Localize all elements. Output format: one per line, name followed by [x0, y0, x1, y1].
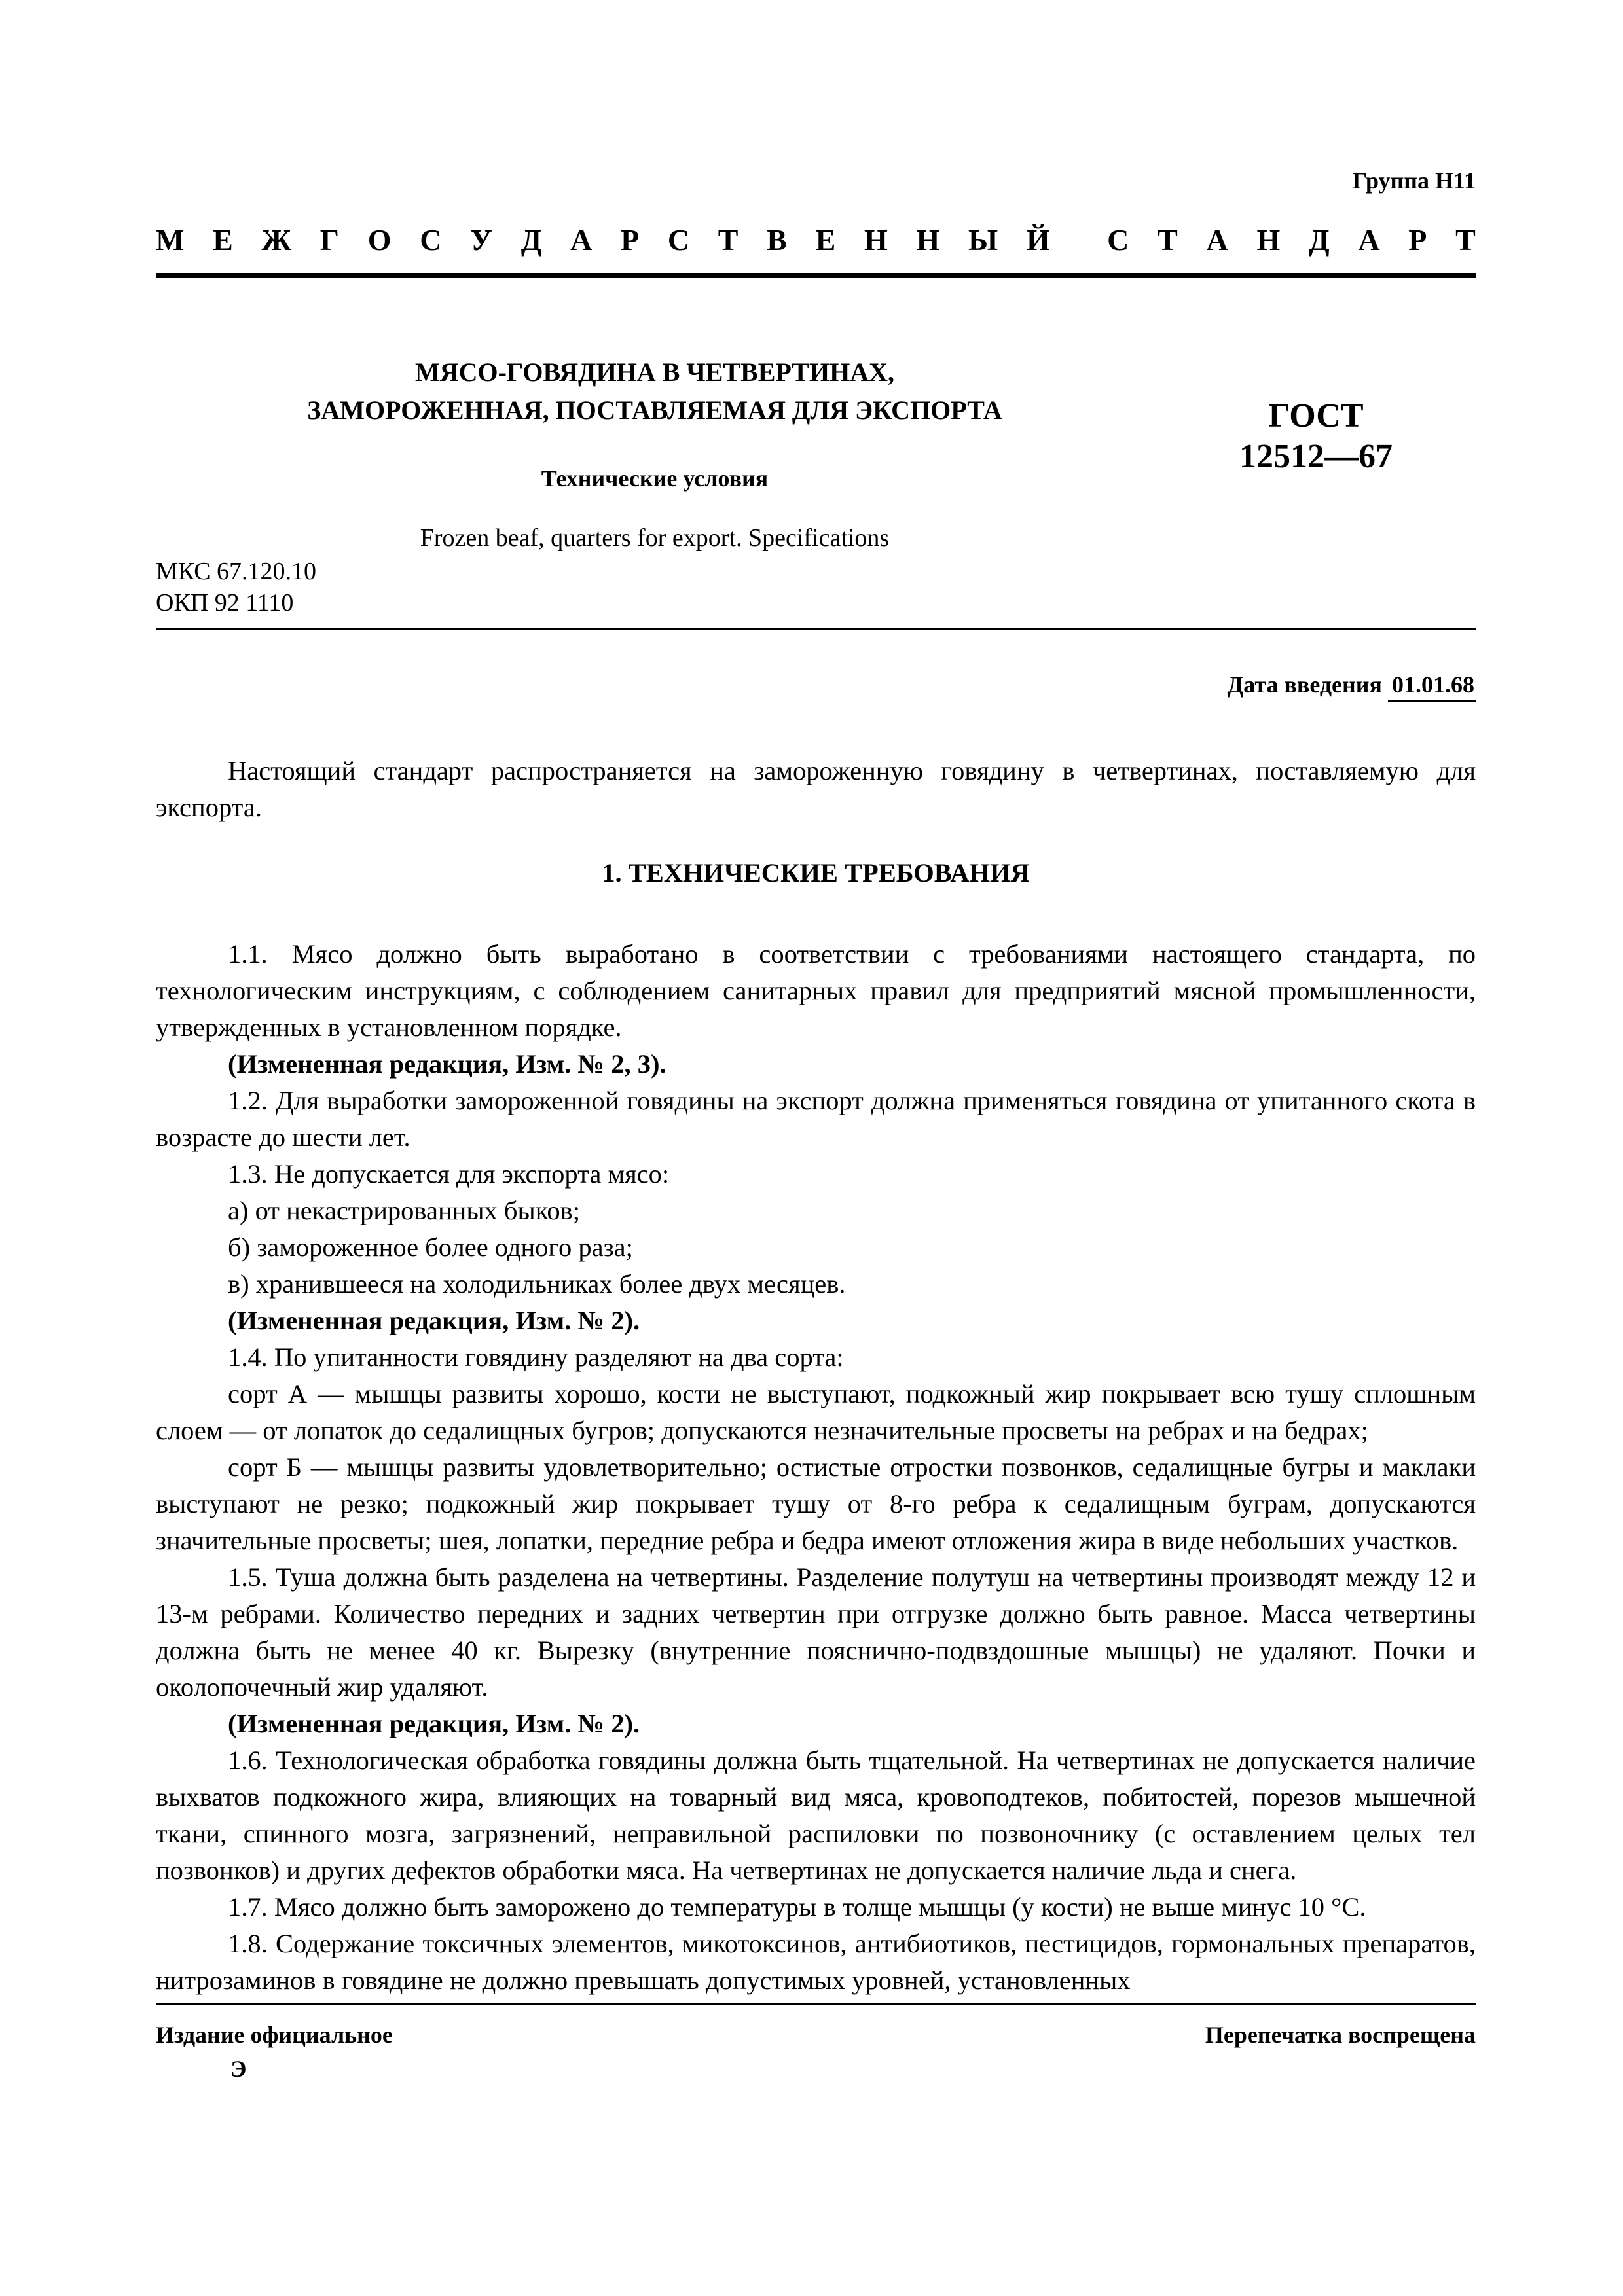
heading-letter: У: [470, 223, 492, 257]
clause-1-1: 1.1. Мясо должно быть выработано в соответствии с требованиями настоящего стандарта, по технологическим инструкциям, с соблюдением санитарных правил для предприятий мясной промышленности, утвержденных в установленном порядке.: [156, 939, 1476, 1042]
interstate-standard-heading: [156, 223, 1476, 257]
classification-codes: [156, 556, 316, 619]
heading-letter: Т: [1158, 223, 1178, 257]
amendment-note: (Измененная редакция, Изм. № 2).: [228, 1709, 640, 1738]
mks-code: МКС 67.120.10: [156, 558, 317, 585]
official-edition: Издание официальное: [156, 2022, 393, 2048]
document-title: [196, 353, 1113, 429]
heading-letter: С: [420, 223, 442, 257]
clause-1-4: 1.4. По упитанности говядину разделяют на два сорта:: [228, 1342, 844, 1372]
heading-letter: Е: [815, 223, 836, 257]
date-value: 01.01.68: [1388, 672, 1476, 702]
heading-letter: Ж: [261, 223, 292, 257]
clause-1-6: 1.6. Технологическая обработка говядины должна быть тщательной. На четвертинах не допускается наличие выхватов подкожного жира, влияющих на товарный вид мяса, кровоподтеков, побитостей, порезов мышечной ткани, спинного мозга, загрязнений, неправильной распиловки по позвоночнику (с оставлением целых тел позвонков) и других дефектов обработки мяса. На четвертинах не допускается наличие льда и снега.: [156, 1746, 1476, 1885]
date-label: Дата введения: [1227, 672, 1382, 698]
top-divider: [156, 273, 1476, 278]
clause-1-8: 1.8. Содержание токсичных элементов, микотоксинов, антибиотиков, пестицидов, гормональных препаратов, нитрозаминов в говядине не должно превышать допустимых уровней, установленных: [156, 1929, 1476, 1995]
heading-letter: Й: [1026, 223, 1050, 257]
heading-letter: Г: [319, 223, 340, 257]
heading-letter: Д: [520, 223, 542, 257]
group-code: Группа Н11: [1352, 168, 1476, 194]
clause-1-4-grade-b: сорт Б — мышцы развиты удовлетворительно; остистые отростки позвонков, седалищные бугры и маклаки выступают не резко; подкожный жир покрывает тушу от 8-го ребра к седалищным буграм, допускаются значительные просветы; шея, лопатки, передние ребра и бедра имеют отложения жира в виде небольших участков.: [156, 1452, 1476, 1555]
document-body: [156, 753, 1476, 1999]
document-subtitle: Технические условия: [541, 465, 769, 492]
title-line-1: МЯСО-ГОВЯДИНА В ЧЕТВЕРТИНАХ,: [414, 357, 895, 387]
heading-letter: А: [570, 223, 593, 257]
heading-letter: Ы: [968, 223, 998, 257]
heading-letter: Т: [1455, 223, 1476, 257]
clause-1-7: 1.7. Мясо должно быть заморожено до температуры в толще мышцы (у кости) не выше минус 10 °С.: [228, 1892, 1366, 1922]
amendment-note: (Измененная редакция, Изм. № 2, 3).: [228, 1049, 666, 1079]
heading-letter: Н: [864, 223, 888, 257]
heading-letter: Р: [621, 223, 640, 257]
effective-date: [1228, 671, 1476, 698]
clause-1-3-c: в) хранившееся на холодильниках более двух месяцев.: [228, 1269, 846, 1299]
heading-letter: В: [767, 223, 787, 257]
title-line-2: ЗАМОРОЖЕННАЯ, ПОСТАВЛЯЕМАЯ ДЛЯ ЭКСПОРТА: [307, 395, 1002, 425]
heading-letter: С: [1107, 223, 1129, 257]
edition-mark: Э: [230, 2056, 247, 2082]
heading-letter: Е: [213, 223, 233, 257]
heading-letter: А: [1206, 223, 1228, 257]
intro-paragraph: Настоящий стандарт распространяется на замороженную говядину в четвертинах, поставляемую для экспорта.: [156, 756, 1476, 822]
reprint-prohibited: Перепечатка воспрещена: [1205, 2022, 1476, 2048]
gost-designation: [1178, 396, 1453, 478]
heading-letter: Р: [1408, 223, 1427, 257]
heading-letter: М: [156, 223, 185, 257]
heading-letter: Д: [1308, 223, 1330, 257]
heading-letter: О: [367, 223, 392, 257]
heading-letter: Н: [916, 223, 940, 257]
amendment-note: (Измененная редакция, Изм. № 2).: [228, 1306, 640, 1335]
heading-letter: С: [667, 223, 690, 257]
heading-letter: А: [1358, 223, 1380, 257]
clause-1-3-a: а) от некастрированных быков;: [228, 1196, 580, 1225]
gost-label: ГОСТ: [1268, 397, 1364, 435]
gost-number: 12512—67: [1239, 438, 1393, 476]
clause-1-2: 1.2. Для выработки замороженной говядины на экспорт должна применяться говядина от упитанного скота в возрасте до шести лет.: [156, 1086, 1476, 1152]
heading-letter: Н: [1256, 223, 1281, 257]
clause-1-3-b: б) замороженное более одного раза;: [228, 1232, 633, 1262]
codes-divider: [156, 628, 1476, 630]
okp-code: ОКП 92 1110: [156, 588, 294, 617]
english-title: Frozen beaf, quarters for export. Specifications: [420, 524, 890, 552]
heading-letter: Т: [718, 223, 739, 257]
clause-1-5: 1.5. Туша должна быть разделена на четвертины. Разделение полутуш на четвертины производят между 12 и 13-м ребрами. Количество передних и задних четвертин при отгрузке должно быть равное. Масса четвертины должна быть не менее 40 кг. Вырезку (внутренние пояснично-подвздошные мышцы) не удаляют. Почки и околопочечный жир удаляют.: [156, 1562, 1476, 1702]
clause-1-3: 1.3. Не допускается для экспорта мясо:: [228, 1159, 670, 1189]
section-heading: 1. ТЕХНИЧЕСКИЕ ТРЕБОВАНИЯ: [602, 858, 1030, 888]
clause-1-4-grade-a: сорт А — мышцы развиты хорошо, кости не выступают, подкожный жир покрывает всю тушу сплошным слоем — от лопаток до седалищных бугров; допускаются незначительные просветы на ребрах и на бедрах;: [156, 1379, 1476, 1445]
footer-divider: [156, 2003, 1476, 2005]
